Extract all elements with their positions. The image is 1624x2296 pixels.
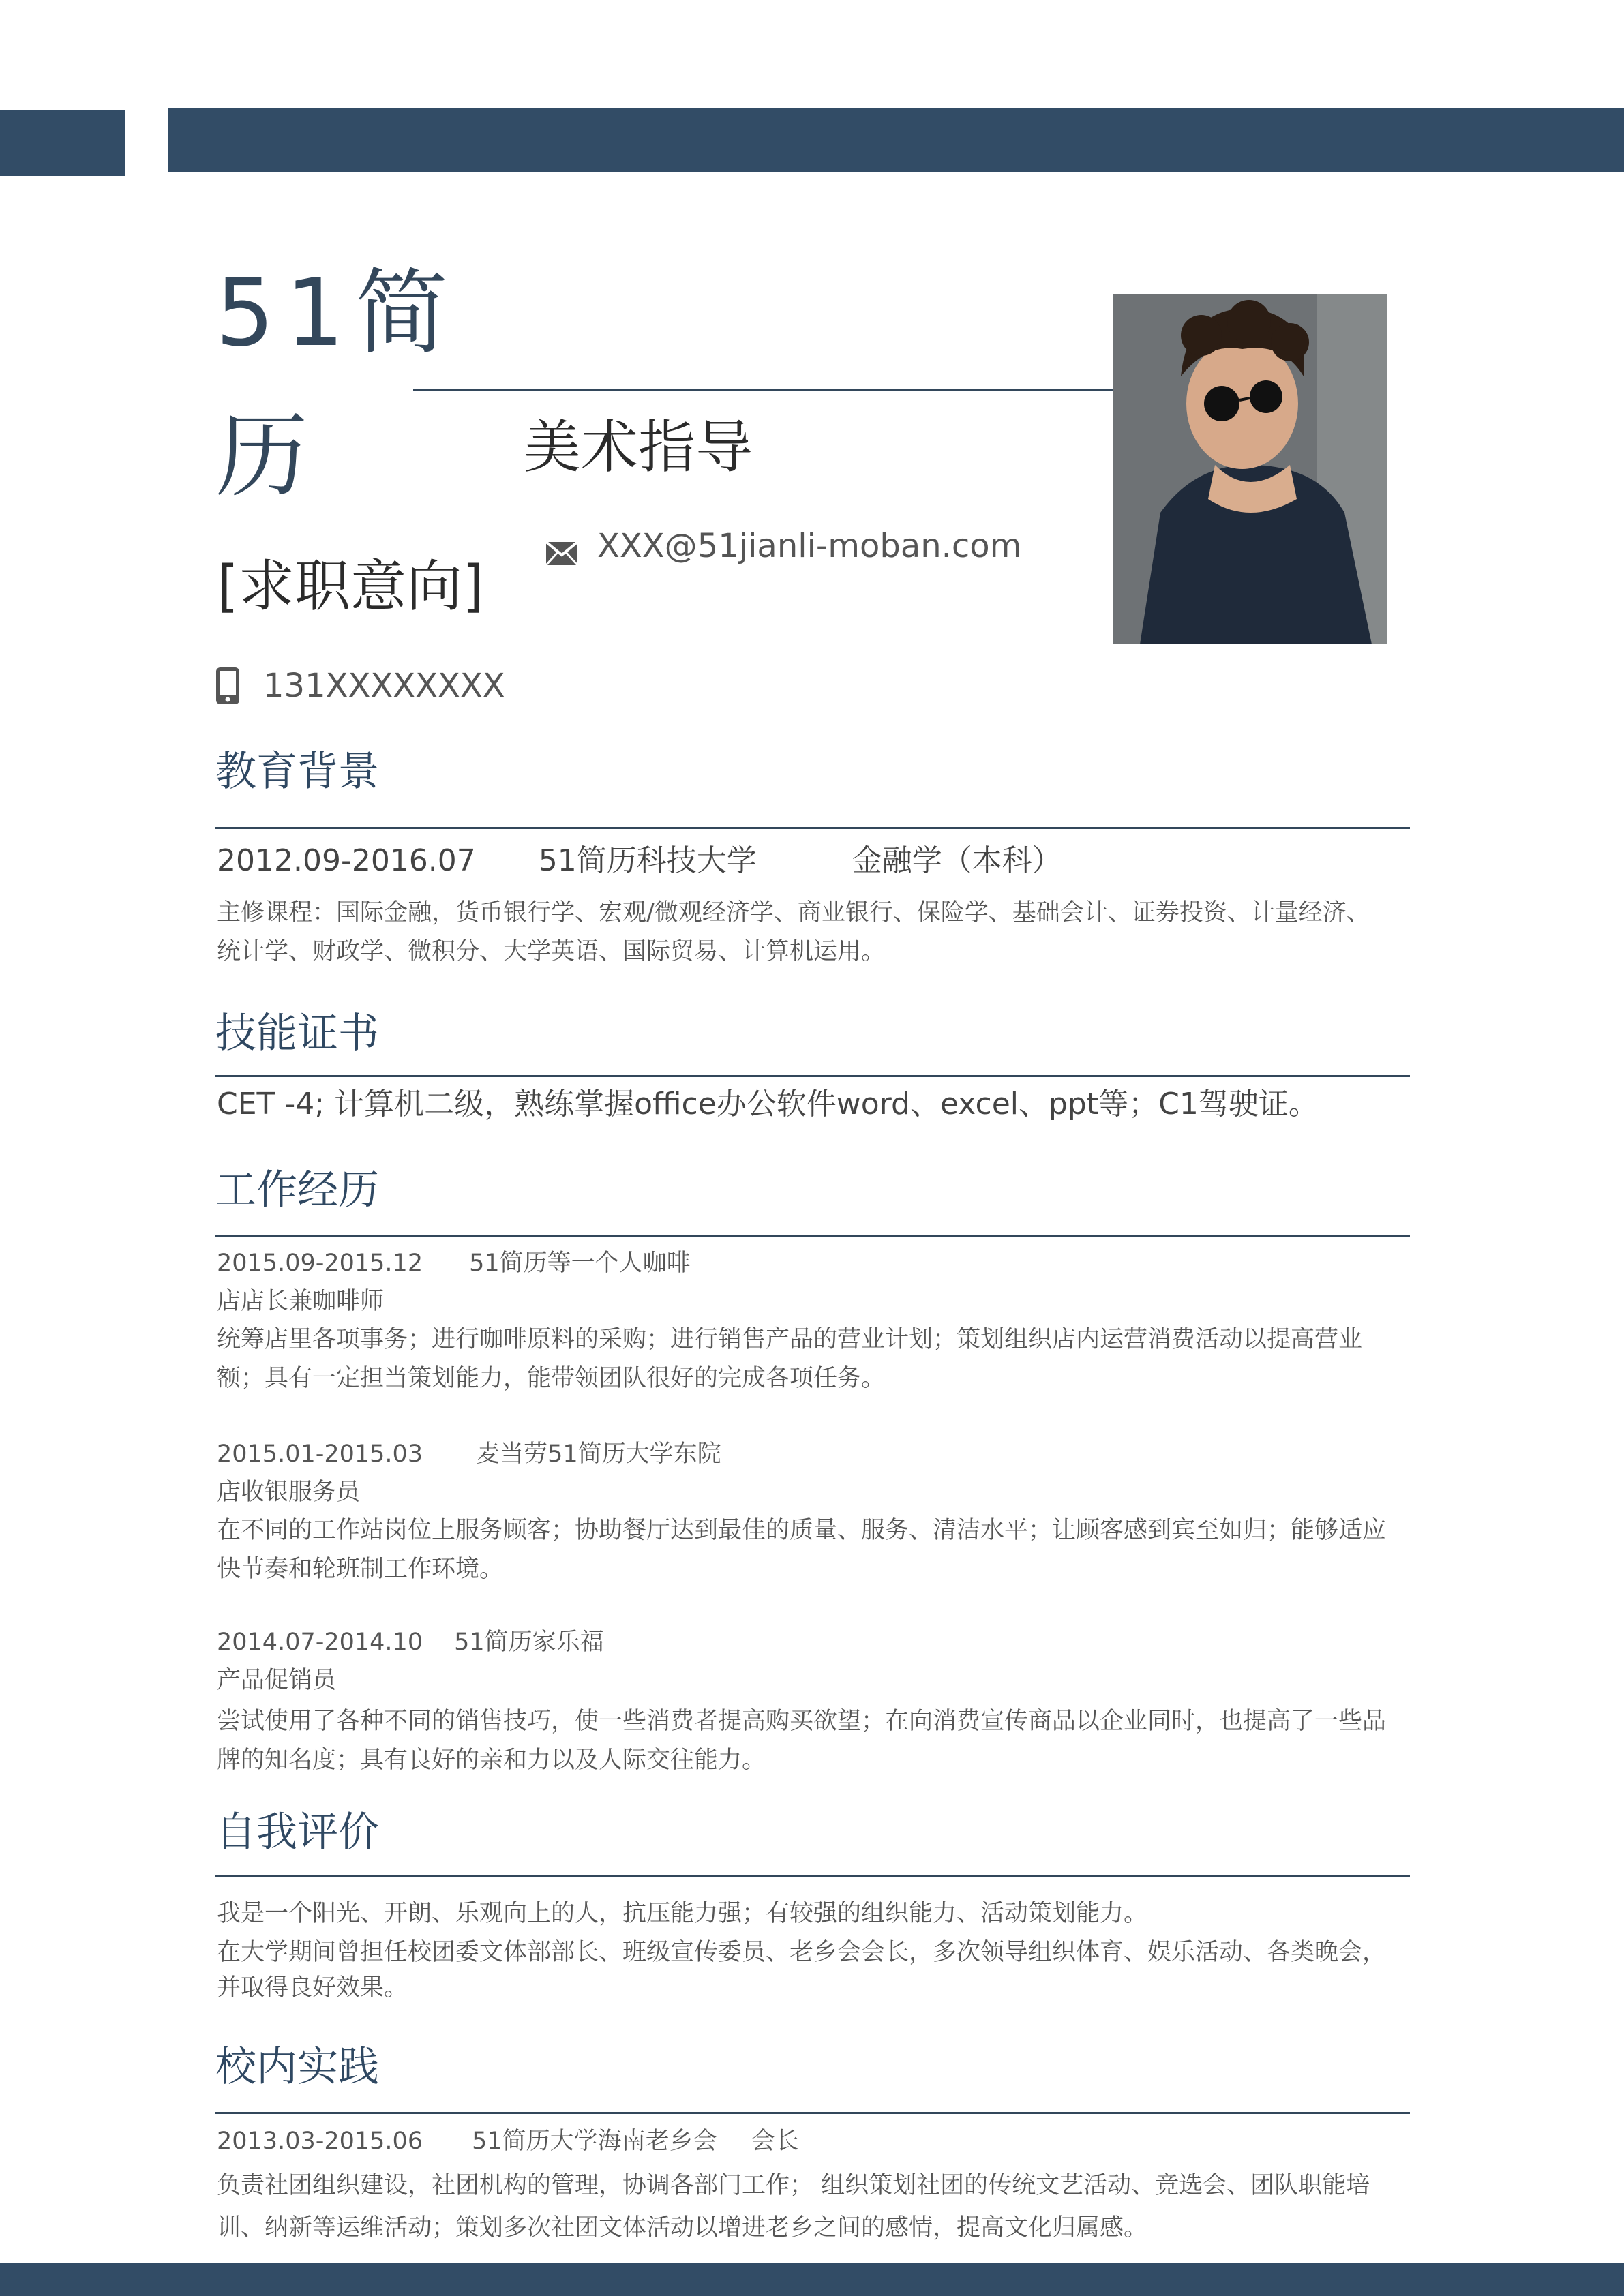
campus-header (217, 2130, 799, 2154)
work-rule (215, 1235, 1410, 1237)
job-title: 美术指导 (524, 414, 753, 481)
work-company: 51简历等一个人咖啡 (469, 1250, 691, 1277)
education-row (217, 843, 1062, 878)
work-role: 店店长兼咖啡师 (217, 1288, 385, 1315)
section-title-skills: 技能证书 (215, 1010, 379, 1057)
work-desc: 在不同的工作站岗位上服务顾客；协助餐厅达到最佳的质量、服务、清洁水平；让顾客感到宾至如归；能够适应快节奏和轮班制工作环境。 (217, 1517, 1387, 1583)
self-eval-line-2: 在大学期间曾担任校团委文体部部长、班级宣传委员、老乡会会长，多次领导组织体育、娱乐活动、各类晚会，并取得良好效果。 (217, 1939, 1387, 2002)
bottom-band (0, 2263, 1624, 2296)
self-eval-rule (215, 1875, 1410, 1877)
job-intent-label: [求职意向] (217, 554, 484, 619)
name-line-2: 历 (215, 403, 319, 511)
phone-row (215, 667, 505, 705)
envelope-icon (545, 541, 578, 566)
email-row (545, 526, 1021, 566)
mobile-phone-icon (215, 667, 240, 705)
campus-role: 会长 (751, 2128, 799, 2155)
education-major: 金融学（本科） (852, 843, 1062, 878)
campus-rule (215, 2112, 1410, 2114)
education-period: 2012.09-2016.07 (217, 843, 476, 878)
section-title-work: 工作经历 (215, 1166, 379, 1214)
work-period: 2015.01-2015.03 (217, 1440, 423, 1468)
work-desc: 统筹店里各项事务；进行咖啡原料的采购；进行销售产品的营业计划；策划组织店内运营消费活动以提高营业额；具有一定担当策划能力，能带领团队很好的完成各项任务。 (217, 1326, 1363, 1392)
education-rule (215, 827, 1410, 829)
campus-org: 51简历大学海南老乡会 (472, 2128, 717, 2155)
profile-photo (1113, 294, 1387, 644)
work-role: 店收银服务员 (217, 1479, 361, 1506)
education-school: 51简历科技大学 (538, 843, 757, 878)
work-company: 51简历家乐福 (454, 1629, 604, 1656)
work-item-2-header (217, 1442, 721, 1466)
name-line-1: 51简 (215, 260, 460, 367)
section-title-education: 教育背景 (215, 748, 379, 796)
campus-desc: 负责社团组织建设，社团机构的管理，协调各部门工作； 组织策划社团的传统文艺活动、竞选会、团队职能培训、纳新等运维活动；策划多次社团文体活动以增进老乡之间的感情，提高文化归属感。 (217, 2172, 1370, 2241)
work-role: 产品促销员 (217, 1667, 337, 1694)
work-item-3-header (217, 1631, 604, 1655)
work-period: 2015.09-2015.12 (217, 1250, 423, 1277)
campus-period: 2013.03-2015.06 (217, 2128, 423, 2155)
work-company: 麦当劳51简历大学东院 (476, 1440, 721, 1468)
work-desc: 尝试使用了各种不同的销售技巧，使一些消费者提高购买欲望；在向消费宣传商品以企业同时，也提高了一些品牌的知名度；具有良好的亲和力以及人际交往能力。 (217, 1708, 1387, 1774)
self-eval-line-1: 我是一个阳光、开朗、乐观向上的人，抗压能力强；有较强的组织能力、活动策划能力。 (217, 1900, 1148, 1927)
section-title-self-eval: 自我评价 (215, 1809, 379, 1856)
top-left-band (0, 110, 125, 176)
skills-rule (215, 1075, 1410, 1077)
email-text: XXX@51jianli-moban.com (597, 527, 1022, 565)
work-item-1-header (217, 1252, 691, 1275)
header-rule (413, 389, 1113, 391)
education-courses: 主修课程：国际金融，货币银行学、宏观/微观经济学、商业银行、保险学、基础会计、证券投资、计量经济、统计学、财政学、微积分、大学英语、国际贸易、计算机运用。 (217, 899, 1370, 965)
phone-text: 131XXXXXXXX (263, 667, 505, 705)
skills-text: CET -4; 计算机二级，熟练掌握office办公软件word、excel、ppt等；C1驾驶证。 (217, 1087, 1319, 1121)
top-band (168, 108, 1624, 172)
section-title-campus: 校内实践 (215, 2043, 379, 2091)
work-period: 2014.07-2014.10 (217, 1629, 423, 1656)
